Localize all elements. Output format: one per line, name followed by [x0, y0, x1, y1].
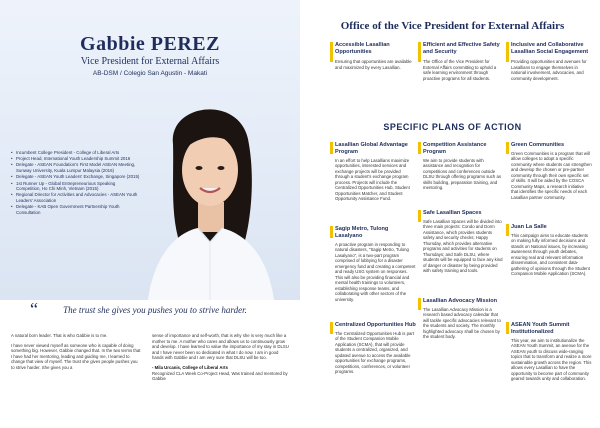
right-page — [300, 0, 600, 428]
plan-description: A proactive program in responding to natural disasters, "Sagip Metro, Tulong Lasalyano", is a two-part program comprised of lobbying for a disaster emergency fund and creating a competent and ready USG system on responses. This will also be providing financial and mental health trainings to volunteers, establishing response teams, and collaborating with other sectors of the university. — [335, 241, 416, 302]
testimonial-paragraph: A natural born leader. That is who Gabbie is to me. — [11, 333, 108, 338]
pillar-title: Accessible Lasallian Opportunities — [335, 42, 390, 55]
pillar-description: The Office of the Vice President for External Affairs committing to uphold a safe learning environment through proactive programs for all students. — [423, 59, 497, 81]
plans-section-title: SPECIFIC PLANS OF ACTION — [383, 122, 522, 132]
quote-mark-icon: “ — [30, 299, 38, 319]
pillar-description: Providing opportunities and avenues for Lasallians to engage themselves in national involvement, advocacies, and community development. — [511, 59, 587, 81]
plan-title: Lasallian Global Advantage Program — [335, 142, 408, 155]
bio-achievements-list — [11, 150, 141, 216]
bio-item: • Delegate - ASEAN Foundation's First Model ASEAN Meeting, Sunway University, Kuala Lumpur Malaysia (2016) — [11, 162, 141, 173]
plan-title: Juan La Salle — [511, 224, 547, 230]
accent-bar — [506, 224, 509, 236]
plan-juan-la-salle — [506, 224, 592, 277]
accent-bar — [330, 322, 333, 334]
pillar-social-engagement — [506, 42, 590, 110]
accent-bar — [506, 42, 509, 62]
pull-quote: The trust she gives you pushes you to strive harder. — [63, 305, 247, 315]
plan-title: Safe Lasallian Spaces — [423, 210, 482, 216]
accent-bar — [506, 142, 509, 154]
candidate-organization: AB-DSM / Colegio San Agustin - Makati — [92, 70, 208, 77]
pillar-description: Ensuring that opportunities are available and maximized by every Lasallian. — [335, 59, 412, 70]
plan-description: This year, we aim to institutionalize the ASEAN Youth Summit, an avenue for the ASEAN youth to discuss wide-ranging topics that to transform and realize a more sustainable growth across the region. This allows every Lasallian to have the opportunity to become part of community geared towards unity and collaboration. — [511, 337, 592, 382]
plan-description: This campaign aims to educate students on making fully informed decisions and stands on National issues, by increasing awareness through youth debates, ensuring real and relevant information dissemination, and consistent data-gathering of opinions through the Student Companion Mobile Application (SCMA). — [511, 232, 590, 277]
plan-title: Lasallian Advocacy Mission — [423, 298, 498, 304]
bio-item: • Delegate - KAB Open Government Partnership Youth Consultation — [11, 204, 141, 215]
testimonial-paragraph: I have never viewed myself as someone who is capable of doing something big. However, Gabbie changed that. In the two terms that I have had her mentoring, leading and guiding me, I learned to change that view of myself. The trust she gives people pushes you to strive harder. She gives you a — [11, 342, 141, 370]
plan-title: Competition Assistance Program — [423, 142, 487, 155]
pillar-title: Inclusive and Collaborative Lasallian Social Engagement — [511, 42, 589, 55]
pillar-safety-security — [418, 42, 502, 110]
testimonial-column-2 — [152, 333, 290, 382]
plan-description: In an effort to help Lasallians maximize opportunities, interested services and exchange projects will be provided through a student's exchange program process. Projects will include the Centralized Opportunities Hub, Student Opportunities Matcher, and Student Opportunity Assistance Fund. — [335, 157, 410, 202]
accent-bar — [418, 210, 421, 222]
plan-sagip-metro — [330, 226, 416, 302]
bio-item: • 1st Runner Up - Global Entrepreneurious Speaking Competition, Ho Chi Minh, Vietnam (2015) — [11, 181, 141, 192]
plan-description: Green Communities is a program that will allow colleges to adopt a specific community where students can strengthen and develop the chosen or pre-partner community through their own specific set of skills. It will be aided by the COSCA Community Maps, a research initiative that identifies the specific needs of each Lasallian partner community. — [511, 150, 592, 200]
office-title: Office of the Vice President for External Affairs — [340, 20, 565, 32]
plan-title: ASEAN Youth Summit Institutionalized — [511, 322, 570, 335]
plan-competition-assistance — [418, 142, 504, 191]
bio-item: • Delegate - ASEAN Youth Leaders' Exchange, Singapore (2015) — [11, 174, 141, 180]
plan-description: The Centralized Opportunities Hub is part of the Student Companion Mobile Application (SCMA), that will provide students a centralized, organized, and updated avenue to access the available opportunities for exchange programs, competitions, conferences, or volunteer programs. — [335, 330, 415, 375]
plan-global-advantage — [330, 142, 416, 202]
plan-title: Sagip Metro, Tulong Lasalyano — [335, 226, 389, 239]
plan-advocacy-mission — [418, 298, 504, 340]
accent-bar — [418, 42, 421, 62]
plan-title: Centralized Opportunities Hub — [335, 322, 416, 328]
accent-bar — [330, 142, 333, 154]
plan-safe-spaces — [418, 210, 504, 274]
plan-green-communities — [506, 142, 592, 200]
testimonial-paragraph: sense of importance and self-worth, that is why she is very much like a mother to me. A mother who cares and allows us to continuously grow and develop. I have learned to value the importance of my stay in DLSU and I have never been so dedicated in what I do now. I am in good hands with Gabbie and I am very sure that DLSU will be too. — [152, 333, 289, 361]
testimonial-author: - Mila Urcanis, College of Liberal Arts — [152, 364, 229, 370]
plan-description: We aim to provide students with assistance and recognition for competitions and conferences outside DLSU through offering programs such as skills building, preparation training, and mentoring. — [423, 157, 502, 191]
testimonial-column-1 — [11, 333, 141, 375]
plan-title: Green Communities — [511, 142, 565, 148]
accent-bar — [330, 226, 333, 238]
plan-description: Safe Lasallian Spaces will be divided into three main projects: Condo and Dorm Assistance, which provides students safety and security checks; Happy Thursday, which provides alternative programs and activities for students on Thursdays; and Safe DLSU, where students will be equipped to face any kind of danger or disaster by being provided with safety training and tools. — [423, 218, 503, 274]
candidate-name: Gabbie PEREZ — [80, 33, 220, 55]
accent-bar — [330, 42, 333, 62]
candidate-portrait — [118, 84, 298, 300]
plan-description: The Lasallian Advocacy Mission is a research based advocacy calendar that will tackle specific advocacies relevant to the students and society. The monthly highlighted advocacy shall be chosen by the student body. — [423, 306, 501, 340]
bio-item: • Project Head, International Youth Leadership Summit 2016 — [11, 156, 141, 162]
testimonial-author-role: Recognized CLA Week Co-Project Head, Was trained and mentored by Gabbie — [152, 370, 288, 382]
bio-item: • Incumbent College President - College of Liberal Arts — [11, 150, 141, 156]
accent-bar — [418, 298, 421, 310]
accent-bar — [506, 322, 509, 334]
pillar-title: Efficient and Effective Safety and Security — [423, 42, 500, 55]
accent-bar — [418, 142, 421, 154]
plan-asean-youth-summit — [506, 322, 592, 382]
hero-banner — [0, 0, 300, 300]
bio-item: • Regional Director for Activities and Advocacies - ASEAN Youth Leaders' Association — [11, 192, 141, 203]
pillar-accessible-opportunities — [330, 42, 414, 110]
candidate-position: Vice President for External Affairs — [80, 56, 220, 67]
plan-opportunities-hub — [330, 322, 416, 375]
